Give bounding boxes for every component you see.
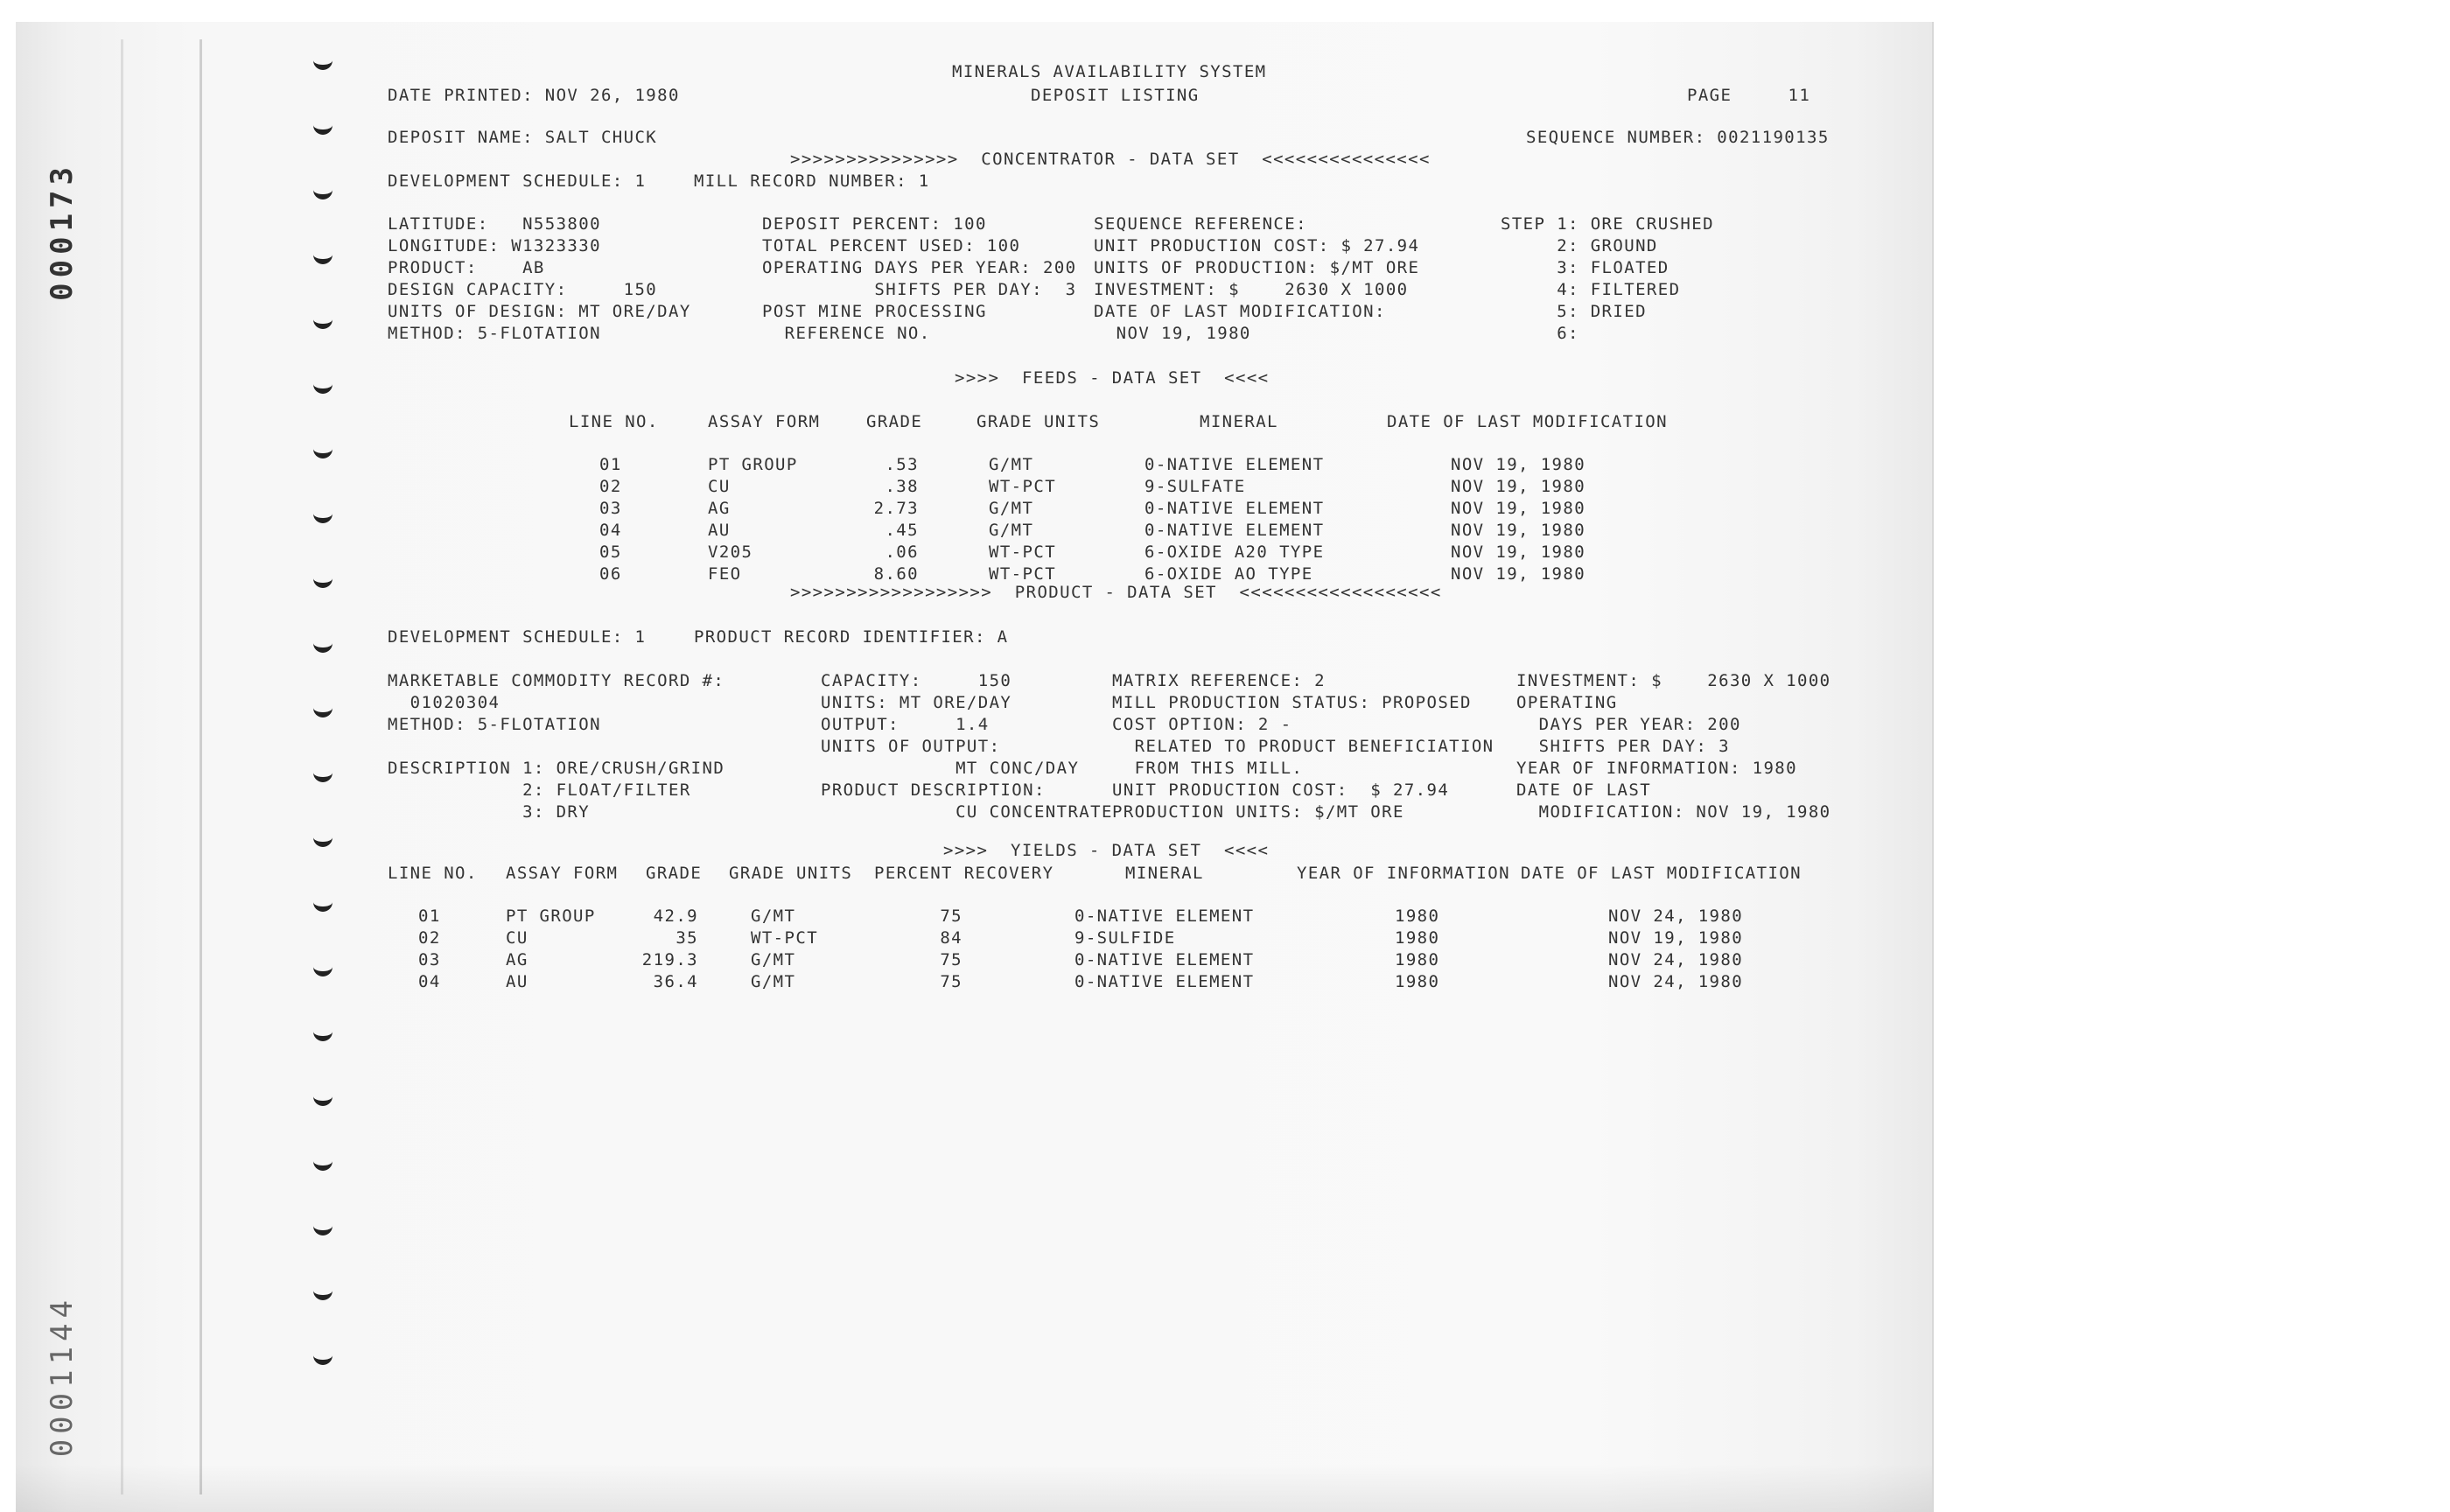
yields-banner: >>>> YIELDS - DATA SET <<<< — [943, 841, 1270, 860]
deposit-name: DEPOSIT NAME: SALT CHUCK — [388, 128, 658, 147]
feeds-cell: 0-NATIVE ELEMENT — [1144, 499, 1325, 518]
feeds-cell: 2.73 — [873, 499, 919, 518]
feeds-header: DATE OF LAST MODIFICATION — [1387, 412, 1668, 431]
concentrator-field: 5: DRIED — [1501, 302, 1647, 321]
yields-cell: G/MT — [751, 906, 796, 926]
product-field: 3: DRY — [388, 802, 591, 822]
yields-header: GRADE UNITS — [729, 864, 853, 883]
concentrator-field: LATITUDE: N553800 — [388, 214, 601, 234]
feeds-cell: PT GROUP — [708, 455, 798, 474]
yields-cell: AG — [506, 950, 528, 970]
product-field: METHOD: 5-FLOTATION — [388, 715, 601, 734]
feeds-cell: G/MT — [989, 499, 1034, 518]
product-field: 2: FLOAT/FILTER — [388, 780, 691, 800]
feeds-cell: WT-PCT — [989, 477, 1057, 496]
feed-hole — [313, 508, 332, 523]
feeds-cell: 06 — [599, 564, 622, 584]
feed-hole — [313, 1350, 332, 1365]
feeds-cell: AU — [708, 521, 731, 540]
yields-cell: NOV 24, 1980 — [1608, 972, 1744, 991]
feeds-cell: G/MT — [989, 521, 1034, 540]
product-field: INVESTMENT: $ 2630 X 1000 — [1516, 671, 1831, 690]
product-field: SHIFTS PER DAY: 3 — [1516, 737, 1730, 756]
yields-cell: 03 — [418, 950, 441, 970]
concentrator-field: UNIT PRODUCTION COST: $ 27.94 — [1094, 236, 1420, 256]
feeds-cell: 9-SULFATE — [1144, 477, 1246, 496]
sequence-number: SEQUENCE NUMBER: 0021190135 — [1526, 128, 1830, 147]
yields-header: DATE OF LAST MODIFICATION — [1521, 864, 1802, 883]
feeds-cell: 02 — [599, 477, 622, 496]
yields-cell: WT-PCT — [751, 928, 819, 948]
concentrator-field: DEPOSIT PERCENT: 100 — [762, 214, 987, 234]
concentrator-field: METHOD: 5-FLOTATION — [388, 324, 601, 343]
yields-header: GRADE — [646, 864, 703, 883]
concentrator-field: SEQUENCE REFERENCE: — [1094, 214, 1307, 234]
concentrator-banner: >>>>>>>>>>>>>>> CONCENTRATOR - DATA SET <<<<<<<<<<<<<<< — [790, 150, 1431, 169]
yields-cell: 1980 — [1395, 972, 1440, 991]
feed-hole — [313, 1091, 332, 1106]
concentrator-field: 2: GROUND — [1501, 236, 1658, 256]
yields-cell: PT GROUP — [506, 906, 596, 926]
yields-cell: 1980 — [1395, 928, 1440, 948]
product-field: DAYS PER YEAR: 200 — [1516, 715, 1741, 734]
concentrator-field: TOTAL PERCENT USED: 100 — [762, 236, 1021, 256]
product-field: MODIFICATION: NOV 19, 1980 — [1516, 802, 1831, 822]
product-field: RELATED TO PRODUCT BENEFICIATION — [1112, 737, 1494, 756]
concentrator-field: INVESTMENT: $ 2630 X 1000 — [1094, 280, 1409, 299]
system-title: MINERALS AVAILABILITY SYSTEM — [952, 62, 1267, 81]
feeds-cell: 6-OXIDE AO TYPE — [1144, 564, 1313, 584]
feed-hole — [313, 185, 332, 200]
feeds-cell: NOV 19, 1980 — [1451, 564, 1586, 584]
feed-hole — [313, 1221, 332, 1236]
feed-hole — [313, 703, 332, 718]
feed-hole — [313, 1026, 332, 1041]
feed-hole — [313, 638, 332, 653]
yields-cell: 75 — [940, 972, 962, 991]
yields-cell: 01 — [418, 906, 441, 926]
concentrator-field: REFERENCE NO. — [762, 324, 931, 343]
yields-cell: 0-NATIVE ELEMENT — [1074, 972, 1255, 991]
yields-cell: NOV 24, 1980 — [1608, 906, 1744, 926]
feed-hole — [313, 55, 332, 70]
feeds-cell: NOV 19, 1980 — [1451, 499, 1586, 518]
concentrator-field: UNITS OF PRODUCTION: $/MT ORE — [1094, 258, 1420, 277]
feeds-cell: 6-OXIDE A20 TYPE — [1144, 542, 1325, 562]
yields-cell: 36.4 — [653, 972, 698, 991]
yields-cell: 04 — [418, 972, 441, 991]
product-field: OPERATING — [1516, 693, 1618, 712]
feeds-header: MINERAL — [1200, 412, 1278, 431]
concentrator-field: 3: FLOATED — [1501, 258, 1670, 277]
yields-cell: 0-NATIVE ELEMENT — [1074, 950, 1255, 970]
yields-cell: 9-SULFIDE — [1074, 928, 1176, 948]
product-field: PRODUCT DESCRIPTION: — [821, 780, 1046, 800]
feeds-cell: 01 — [599, 455, 622, 474]
feed-hole — [313, 767, 332, 782]
product-dev-schedule: DEVELOPMENT SCHEDULE: 1 — [388, 627, 647, 647]
feeds-header: GRADE UNITS — [976, 412, 1101, 431]
page-number: PAGE 11 — [1687, 86, 1811, 105]
yields-cell: 1980 — [1395, 950, 1440, 970]
feeds-cell: G/MT — [989, 455, 1034, 474]
yields-cell: 75 — [940, 950, 962, 970]
yields-cell: 1980 — [1395, 906, 1440, 926]
feed-hole — [313, 1156, 332, 1171]
concentrator-field: NOV 19, 1980 — [1094, 324, 1251, 343]
product-field: CAPACITY: 150 — [821, 671, 1012, 690]
product-record-id: PRODUCT RECORD IDENTIFIER: A — [694, 627, 1009, 647]
feeds-header: GRADE — [866, 412, 923, 431]
yields-header: PERCENT RECOVERY — [874, 864, 1054, 883]
product-field: YEAR OF INFORMATION: 1980 — [1516, 759, 1797, 778]
concentrator-field: DATE OF LAST MODIFICATION: — [1094, 302, 1386, 321]
feeds-header: ASSAY FORM — [708, 412, 821, 431]
product-field: MILL PRODUCTION STATUS: PROPOSED — [1112, 693, 1472, 712]
product-field: UNITS OF OUTPUT: — [821, 737, 1001, 756]
product-field: FROM THIS MILL. — [1112, 759, 1304, 778]
feeds-cell: V205 — [708, 542, 753, 562]
feeds-cell: NOV 19, 1980 — [1451, 521, 1586, 540]
yields-cell: 75 — [940, 906, 962, 926]
fold-line — [121, 39, 123, 1494]
feeds-banner: >>>> FEEDS - DATA SET <<<< — [955, 368, 1270, 388]
feeds-cell: NOV 19, 1980 — [1451, 477, 1586, 496]
feed-hole — [313, 962, 332, 976]
fold-line — [200, 39, 202, 1494]
feed-hole — [313, 444, 332, 458]
yields-cell: 84 — [940, 928, 962, 948]
feed-hole — [313, 314, 332, 329]
feeds-cell: AG — [708, 499, 731, 518]
feeds-cell: WT-PCT — [989, 564, 1057, 584]
concentrator-field: LONGITUDE: W1323330 — [388, 236, 601, 256]
product-field: UNIT PRODUCTION COST: $ 27.94 — [1112, 780, 1450, 800]
feed-hole — [313, 249, 332, 264]
yields-header: MINERAL — [1125, 864, 1204, 883]
concentrator-field: 4: FILTERED — [1501, 280, 1681, 299]
yields-cell: 35 — [676, 928, 698, 948]
concentrator-field: OPERATING DAYS PER YEAR: 200 — [762, 258, 1077, 277]
feeds-cell: 8.60 — [873, 564, 919, 584]
feeds-cell: WT-PCT — [989, 542, 1057, 562]
feed-hole — [313, 120, 332, 135]
feeds-cell: .06 — [885, 542, 919, 562]
concentrator-field: PRODUCT: AB — [388, 258, 545, 277]
dev-schedule: DEVELOPMENT SCHEDULE: 1 — [388, 172, 647, 191]
feeds-cell: NOV 19, 1980 — [1451, 542, 1586, 562]
product-field: DESCRIPTION 1: ORE/CRUSH/GRIND — [388, 759, 725, 778]
feeds-cell: .53 — [885, 455, 919, 474]
product-field: MATRIX REFERENCE: 2 — [1112, 671, 1326, 690]
feeds-cell: 05 — [599, 542, 622, 562]
concentrator-field: SHIFTS PER DAY: 3 — [762, 280, 1077, 299]
feeds-header: LINE NO. — [569, 412, 659, 431]
product-field: MT CONC/DAY — [821, 759, 1080, 778]
mill-record-number: MILL RECORD NUMBER: 1 — [694, 172, 930, 191]
concentrator-field: 6: — [1501, 324, 1579, 343]
feeds-cell: CU — [708, 477, 731, 496]
feed-hole — [313, 379, 332, 394]
yields-cell: NOV 24, 1980 — [1608, 950, 1744, 970]
listing-title: DEPOSIT LISTING — [1031, 86, 1200, 105]
feed-hole — [313, 573, 332, 588]
feeds-cell: NOV 19, 1980 — [1451, 455, 1586, 474]
feeds-cell: 04 — [599, 521, 622, 540]
yields-cell: NOV 19, 1980 — [1608, 928, 1744, 948]
yields-header: YEAR OF INFORMATION — [1297, 864, 1510, 883]
yields-cell: 42.9 — [653, 906, 698, 926]
concentrator-field: UNITS OF DESIGN: MT ORE/DAY — [388, 302, 691, 321]
yields-cell: 02 — [418, 928, 441, 948]
feeds-cell: .38 — [885, 477, 919, 496]
concentrator-field: POST MINE PROCESSING — [762, 302, 987, 321]
feeds-cell: .45 — [885, 521, 919, 540]
scan-shadow — [16, 1464, 1932, 1512]
feed-hole — [313, 1285, 332, 1300]
feeds-cell: 03 — [599, 499, 622, 518]
date-printed: DATE PRINTED: NOV 26, 1980 — [388, 86, 680, 105]
yields-cell: G/MT — [751, 972, 796, 991]
yields-cell: 0-NATIVE ELEMENT — [1074, 906, 1255, 926]
concentrator-field: STEP 1: ORE CRUSHED — [1501, 214, 1714, 234]
product-field: COST OPTION: 2 - — [1112, 715, 1292, 734]
yields-cell: CU — [506, 928, 528, 948]
yields-cell: 219.3 — [641, 950, 698, 970]
feed-hole — [313, 832, 332, 847]
product-field: PRODUCTION UNITS: $/MT ORE — [1112, 802, 1404, 822]
yields-cell: AU — [506, 972, 528, 991]
archive-number-top: 000173 — [45, 162, 80, 301]
yields-cell: G/MT — [751, 950, 796, 970]
product-field: CU CONCENTRATE — [821, 802, 1113, 822]
product-field: UNITS: MT ORE/DAY — [821, 693, 1012, 712]
archive-number-bottom: 0001144 — [45, 1295, 80, 1458]
feeds-cell: FEO — [708, 564, 742, 584]
yields-header: LINE NO. — [388, 864, 478, 883]
feed-hole — [313, 897, 332, 912]
feeds-cell: 0-NATIVE ELEMENT — [1144, 521, 1325, 540]
feeds-cell: 0-NATIVE ELEMENT — [1144, 455, 1325, 474]
concentrator-field: DESIGN CAPACITY: 150 — [388, 280, 658, 299]
yields-header: ASSAY FORM — [506, 864, 619, 883]
product-banner: >>>>>>>>>>>>>>>>>> PRODUCT - DATA SET <<<<<<<<<<<<<<<<<< — [790, 583, 1442, 602]
product-field: OUTPUT: 1.4 — [821, 715, 990, 734]
product-field: MARKETABLE COMMODITY RECORD #: — [388, 671, 725, 690]
product-field: 01020304 — [388, 693, 500, 712]
product-field: DATE OF LAST — [1516, 780, 1652, 800]
printout-sheet — [16, 22, 1934, 1512]
